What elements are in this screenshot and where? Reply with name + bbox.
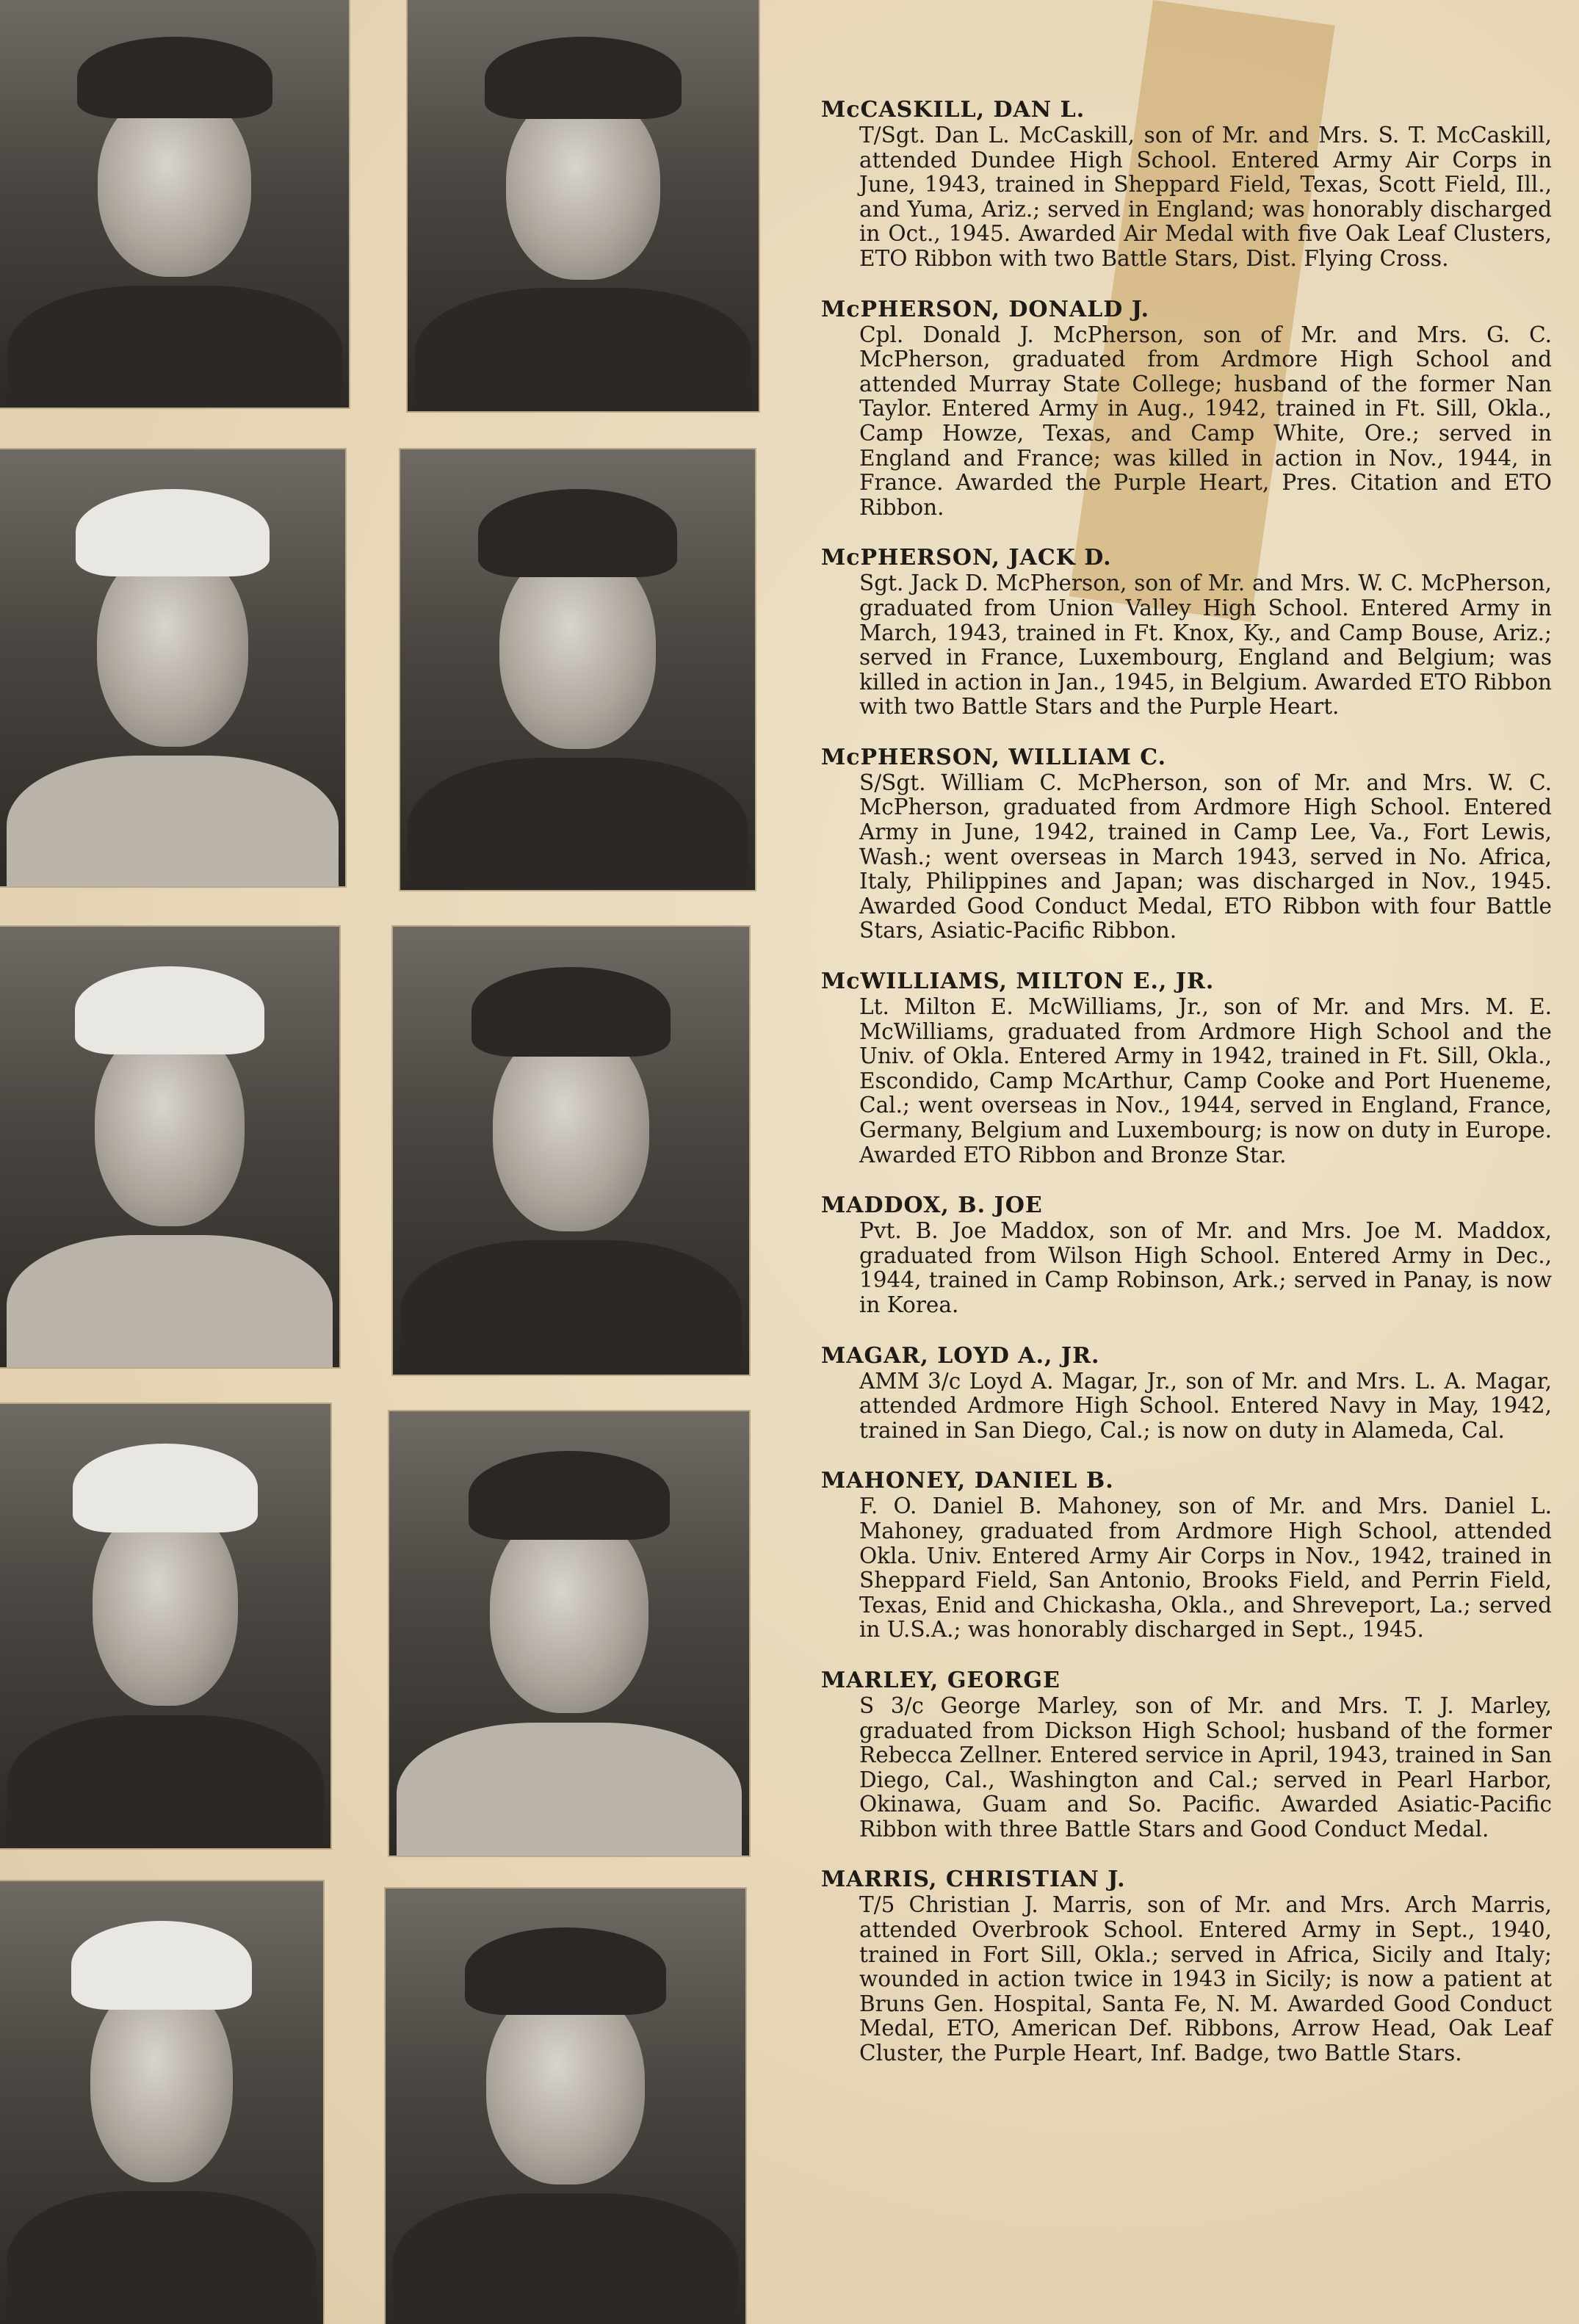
portrait-photo — [386, 1889, 745, 2324]
portrait-photo — [0, 1404, 330, 1848]
entry-name: McWILLIAMS, MILTON E., JR. — [821, 969, 1215, 995]
biography-entry — [821, 1867, 1552, 2066]
entry-name: McPHERSON, WILLIAM C. — [821, 744, 1167, 770]
entry-text: AMM 3/c Loyd A. Magar, Jr., son of Mr. and Mrs. L. A. Magar, attended Ardmore High School. Entered Navy in May, 1942, trained in San Diego, Cal.; is now on duty in Alameda, Cal. — [859, 1368, 1552, 1443]
biography-entry — [821, 1668, 1552, 1842]
entry-text: Pvt. B. Joe Maddox, son of Mr. and Mrs. Joe M. Maddox, graduated from Wilson High School. Entered Army in Dec., 1944, trained in Camp Robinson, Ark.; served in Panay, is now in Korea. — [859, 1218, 1552, 1317]
biography-entry — [821, 1343, 1552, 1444]
entry-name: MAHONEY, DANIEL B. — [821, 1468, 1114, 1494]
portrait-photo — [0, 449, 345, 886]
entry-text: T/5 Christian J. Marris, son of Mr. and Mrs. Arch Marris, attended Overbrook School. Entered Army in Sept., 1940, trained in Fort Sill, Okla.; served in Africa, Sicily and Italy; wounded in action twice in 1943 in Sicily; is now a patient at Bruns Gen. Hospital, Santa Fe, N. M. Awarded Good Conduct Medal, ETO, American Def. Ribbons, Arrow Head, Oak Leaf Cluster, the Purple Heart, Inf. Badge, two Battle Stars. — [859, 1892, 1552, 2066]
entry-name: McPHERSON, DONALD J. — [821, 296, 1150, 322]
entry-name: MAGAR, LOYD A., JR. — [821, 1342, 1100, 1369]
entry-name: MADDOX, B. JOE — [821, 1192, 1043, 1219]
portrait-column — [0, 0, 764, 2324]
biography-entry — [821, 745, 1552, 944]
entry-text: T/Sgt. Dan L. McCaskill, son of Mr. and Mrs. S. T. McCaskill, attended Dundee High School. Entered Army Air Corps in June, 1943, trained in Sheppard Field, Texas, Scott Field, Ill., and Yuma, Ariz.; served in England; was honorably discharged in Oct., 1945. Awarded Air Medal with five Oak Leaf Clusters, ETO Ribbon with two Battle Stars, Dist. Flying Cross. — [859, 123, 1552, 271]
biography-entry — [821, 969, 1552, 1168]
entry-text: Sgt. Jack D. McPherson, son of Mr. and Mrs. W. C. McPherson, graduated from Union Valley High School. Entered Army in March, 1943, trained in Ft. Knox, Ky., and Camp Bouse, Ariz.; served in France, Luxembourg, England and Belgium; was killed in action in Jan., 1945, in Belgium. Awarded ETO Ribbon with two Battle Stars and the Purple Heart. — [859, 571, 1552, 720]
entry-name: McPHERSON, JACK D. — [821, 545, 1112, 571]
entry-name: MARLEY, GEORGE — [821, 1667, 1061, 1693]
portrait-photo — [0, 0, 349, 408]
portrait-photo — [0, 1881, 323, 2324]
biography-entry — [821, 97, 1552, 272]
biography-entry — [821, 1192, 1552, 1317]
entry-text: F. O. Daniel B. Mahoney, son of Mr. and Mrs. Daniel L. Mahoney, graduated from Ardmore High School, attended Okla. Univ. Entered Army Air Corps in Nov., 1942, trained in Sheppard Field, San Antonio, Brooks Field, and Perrin Field, Texas, Enid and Chickasha, Okla., and Shreveport, La.; served in U.S.A.; was honorably discharged in Sept., 1945. — [859, 1494, 1552, 1643]
entry-text: S/Sgt. William C. McPherson, son of Mr. and Mrs. W. C. McPherson, graduated from Ardmore High School. Entered Army in June, 1942, trained in Camp Lee, Va., Fort Lewis, Wash.; went overseas in March 1943, served in No. Africa, Italy, Philippines and Japan; was discharged in Nov., 1945. Awarded Good Conduct Medal, ETO Ribbon with four Battle Stars, Asiatic-Pacific Ribbon. — [859, 770, 1552, 944]
portrait-photo — [0, 927, 339, 1367]
entry-text: S 3/c George Marley, son of Mr. and Mrs. T. J. Marley, graduated from Dickson High School; husband of the former Rebecca Zellner. Entered service in April, 1943, trained in San Diego, Cal., Washington and Cal.; served in Pearl Harbor, Okinawa, Guam and So. Pacific. Awarded Asiatic-Pacific Ribbon with three Battle Stars and Good Conduct Medal. — [859, 1693, 1552, 1842]
biography-entry — [821, 1468, 1552, 1643]
entry-name: McCASKILL, DAN L. — [821, 97, 1085, 123]
portrait-photo — [393, 927, 749, 1375]
portrait-photo — [400, 449, 755, 890]
portrait-photo — [408, 0, 759, 411]
portrait-photo — [389, 1411, 749, 1856]
biography-column — [821, 97, 1552, 2091]
entry-text: Lt. Milton E. McWilliams, Jr., son of Mr. and Mrs. M. E. McWilliams, graduated from Ardmore High School and the Univ. of Okla. Entered Army in 1942, trained in Ft. Sill, Okla., Escondido, Camp McArthur, Camp Cooke and Port Hueneme, Cal.; went overseas in Nov., 1944, served in England, France, Germany, Belgium and Luxembourg; is now on duty in Europe. Awarded ETO Ribbon and Bronze Star. — [859, 994, 1552, 1168]
entry-name: MARRIS, CHRISTIAN J. — [821, 1867, 1126, 1893]
biography-entry — [821, 545, 1552, 720]
entry-text: Cpl. Donald J. McPherson, son of Mr. and Mrs. G. C. McPherson, graduated from Ardmore High School and attended Murray State College; husband of the former Nan Taylor. Entered Army in Aug., 1942, trained in Ft. Sill, Okla., Camp Howze, Texas, and Camp White, Ore.; served in England and France; was killed in action in Nov., 1944, in France. Awarded the Purple Heart, Pres. Citation and ETO Ribbon. — [859, 322, 1552, 520]
biography-entry — [821, 297, 1552, 521]
